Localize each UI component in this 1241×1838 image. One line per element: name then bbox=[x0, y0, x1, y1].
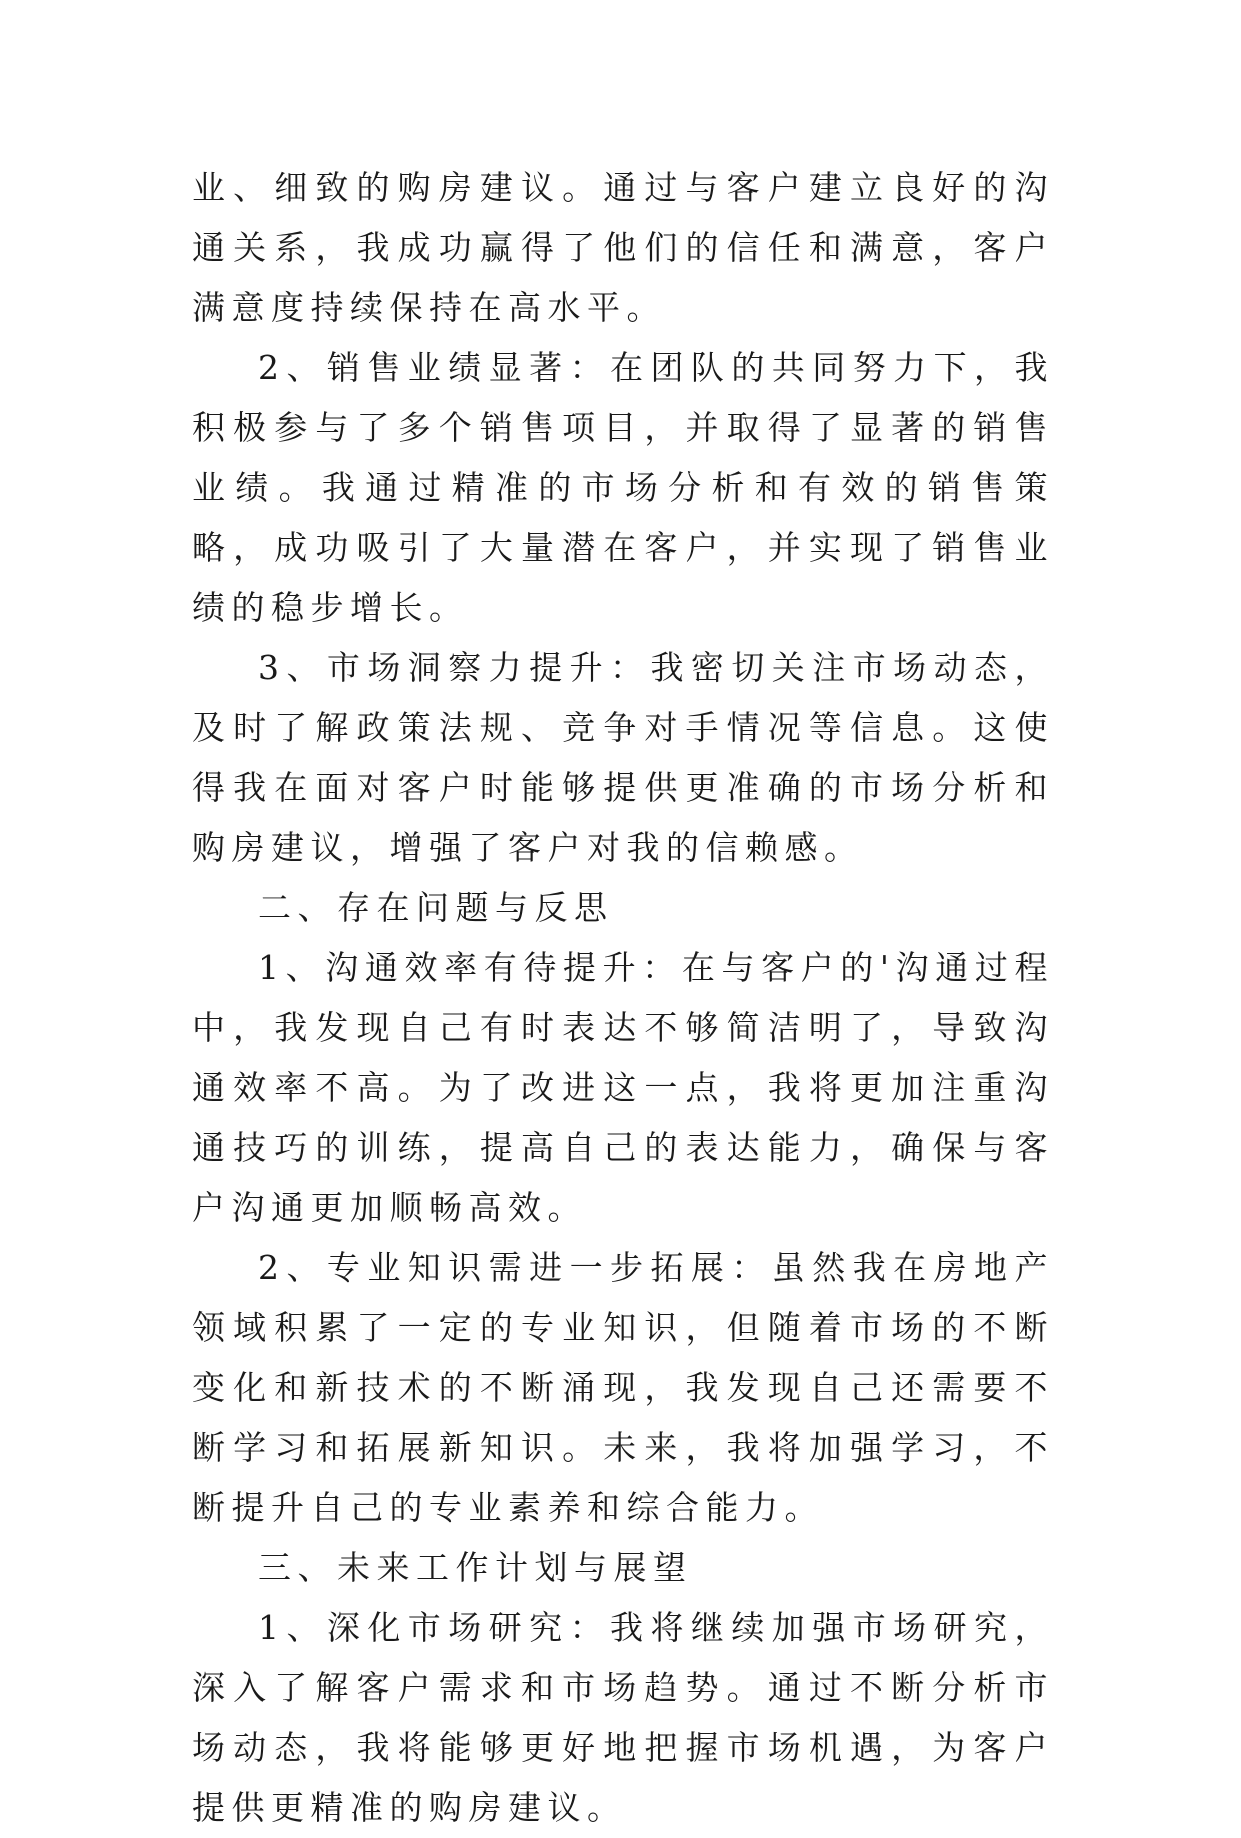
paragraph-customer-satisfaction: 业、细致的购房建议。通过与客户建立良好的沟通关系，我成功赢得了他们的信任和满意，客户满意度持续保持在高水平。 bbox=[192, 168, 1054, 327]
paragraph-sales-performance: 2、销售业绩显著：在团队的共同努力下，我积极参与了多个销售项目，并取得了显著的销售业绩。我通过精准的市场分析和有效的销售策略，成功吸引了大量潜在客户，并实现了销售业绩的稳步增长。 bbox=[192, 348, 1054, 627]
section-heading-problems: 二、存在问题与反思 bbox=[258, 888, 614, 927]
paragraph-communication-efficiency: 1、沟通效率有待提升：在与客户的'沟通过程中，我发现自己有时表达不够简洁明了，导致沟通效率不高。为了改进这一点，我将更加注重沟通技巧的训练，提高自己的表达能力，确保与客户沟通更加顺畅高效。 bbox=[192, 948, 1054, 1227]
paragraph-market-insight: 3、市场洞察力提升：我密切关注市场动态，及时了解政策法规、竞争对手情况等信息。这使得我在面对客户时能够提供更准确的市场分析和购房建议，增强了客户对我的信赖感。 bbox=[192, 648, 1054, 867]
document-body bbox=[192, 158, 1054, 1838]
section-heading-future-plan: 三、未来工作计划与展望 bbox=[258, 1548, 693, 1587]
paragraph-market-research: 1、深化市场研究：我将继续加强市场研究，深入了解客户需求和市场趋势。通过不断分析市场动态，我将能够更好地把握市场机遇，为客户提供更精准的购房建议。 bbox=[192, 1608, 1054, 1827]
paragraph-professional-knowledge: 2、专业知识需进一步拓展：虽然我在房地产领域积累了一定的专业知识，但随着市场的不断变化和新技术的不断涌现，我发现自己还需要不断学习和拓展新知识。未来，我将加强学习，不断提升自己的专业素养和综合能力。 bbox=[192, 1248, 1054, 1527]
